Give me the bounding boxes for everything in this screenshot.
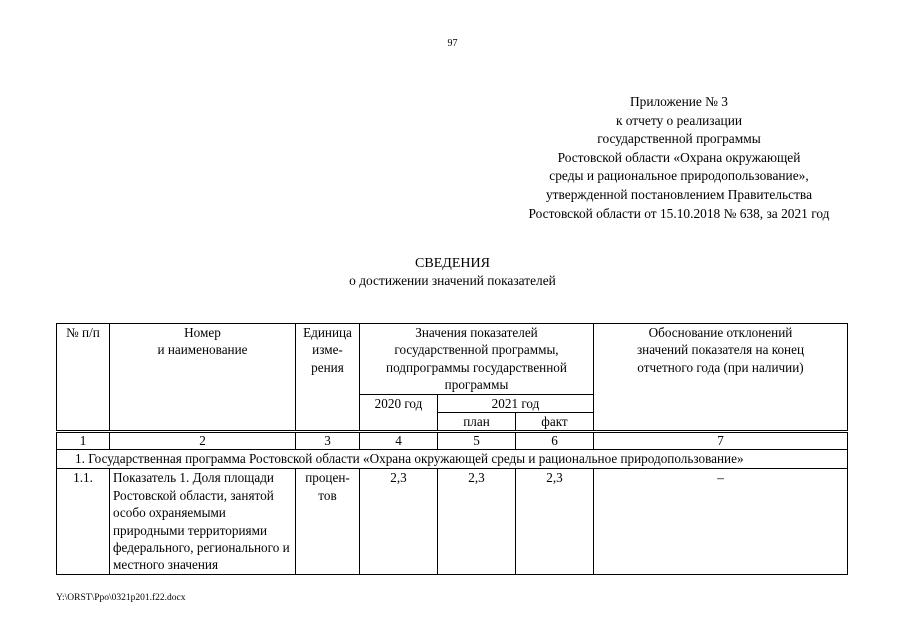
- footer-file-path: Y:\ORST\Ppo\0321p201.f22.docx: [56, 593, 186, 603]
- row-unit: процен- тов: [296, 469, 360, 574]
- table-row: [57, 469, 848, 574]
- row-fact-2021: 2,3: [516, 469, 594, 574]
- column-number: 4: [360, 432, 438, 450]
- column-number: 6: [516, 432, 594, 450]
- header-name: Номер и наименование: [110, 324, 296, 432]
- header-fact: факт: [516, 413, 594, 432]
- column-numbers-row: [57, 432, 848, 450]
- row-plan-2021: 2,3: [438, 469, 516, 574]
- column-number: 3: [296, 432, 360, 450]
- header-num: № п/п: [57, 324, 110, 432]
- column-number: 1: [57, 432, 110, 450]
- header-values: Значения показателей государственной программы, подпрограммы государственной программы: [360, 324, 594, 395]
- appendix-line: Ростовской области «Охрана окружающей: [557, 149, 801, 165]
- column-number: 7: [594, 432, 848, 450]
- appendix-line: к отчету о реализации: [615, 112, 743, 128]
- section-title: 1. Государственная программа Ростовской области «Охрана окружающей среды и рациональное природопользование»: [57, 450, 848, 469]
- appendix-line: Приложение № 3: [629, 94, 729, 109]
- row-num: 1.1.: [57, 469, 110, 574]
- appendix-line: среды и рациональное природопользование»,: [549, 168, 809, 184]
- column-number: 5: [438, 432, 516, 450]
- header-row: [57, 324, 848, 395]
- header-unit: Единица изме- рения: [296, 324, 360, 432]
- header-plan: план: [438, 413, 516, 432]
- column-number: 2: [110, 432, 296, 450]
- row-value-2020: 2,3: [360, 469, 438, 574]
- appendix-line: утвержденной постановлением Правительства: [545, 186, 813, 202]
- appendix-block: [500, 93, 858, 223]
- page-number: 97: [447, 38, 458, 49]
- header-year-2020: 2020 год: [360, 394, 438, 432]
- document-subheading: о достижении значений показателей: [349, 273, 556, 288]
- document-heading: СВЕДЕНИЯ: [415, 256, 490, 271]
- appendix-line: государственной программы: [597, 131, 761, 147]
- section-row: [57, 450, 848, 469]
- header-reason: Обоснование отклонений значений показателя на конец отчетного года (при наличии): [594, 324, 848, 432]
- indicators-table: [56, 323, 848, 575]
- appendix-line: Ростовской области от 15.10.2018 № 638, за 2021 год: [528, 205, 830, 221]
- row-reason: –: [594, 469, 848, 574]
- header-year-2021: 2021 год: [438, 394, 594, 412]
- row-name: Показатель 1. Доля площади Ростовской области, занятой особо охраняемыми природными территориями федерального, регионального и местного значения: [110, 469, 296, 574]
